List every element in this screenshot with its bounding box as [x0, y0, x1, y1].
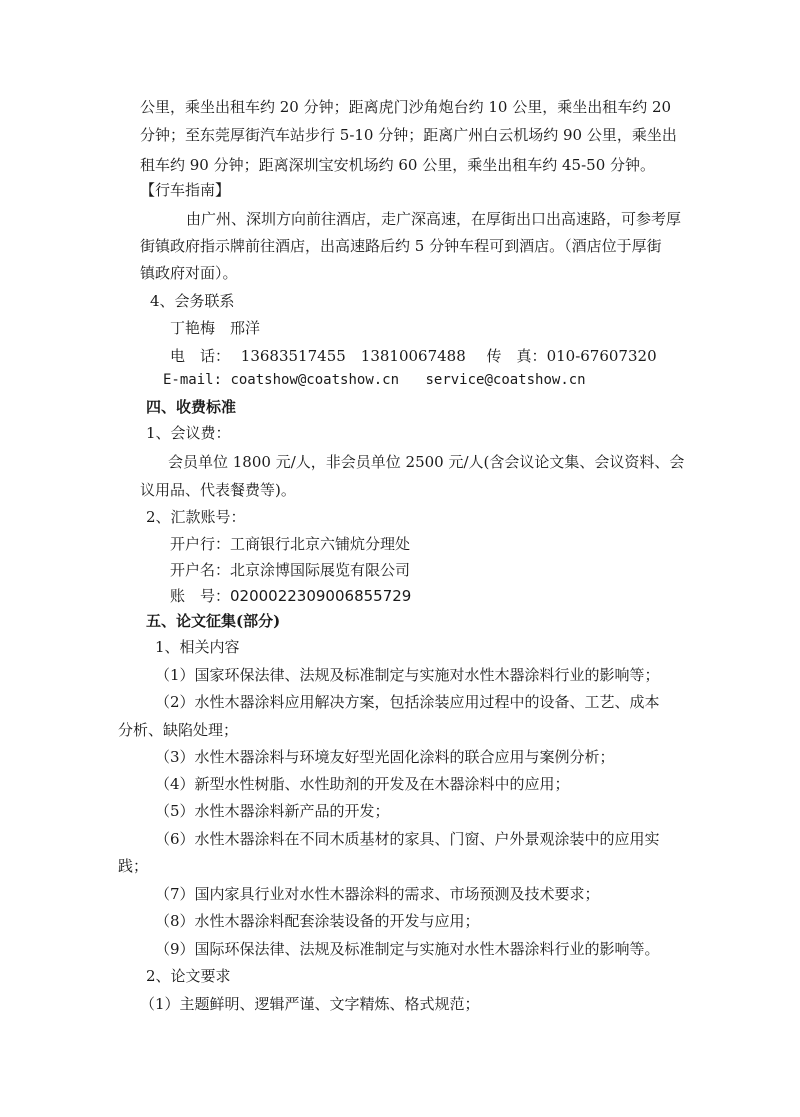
meeting-fee-heading: 1、会议费： [146, 424, 231, 442]
driving-guide-line-1: 由广州、深圳方向前往酒店，走广深高速，在厚街出口出高速路，可参考厚 [186, 210, 682, 228]
account-name: 开户名：北京涂博国际展览有限公司 [170, 561, 411, 579]
transport-line-1: 公里，乘坐出租车约 20 分钟；距离虎门沙角炮台约 10 公里，乘坐出租车约 20 [140, 98, 672, 116]
email-address-1: coatshow@coatshow.cn [230, 372, 400, 388]
fax-number: 010-67607320 [546, 347, 657, 365]
requirement-1: （1）主题鲜明、逻辑严谨、文字精炼、格式规范； [140, 995, 480, 1013]
fax-label: 传 真： [486, 347, 547, 365]
topic-8: （8）水性木器涂料配套涂装设备的开发与应用； [155, 912, 480, 930]
contact-names: 丁艳梅 邢洋 [170, 319, 261, 337]
topic-4: （4）新型水性树脂、水性助剂的开发及在木器涂料中的应用； [155, 775, 570, 793]
contact-phone-row [170, 346, 657, 366]
topic-5: （5）水性木器涂料新产品的开发； [155, 802, 390, 820]
topic-6-line-2: 践； [118, 857, 149, 875]
topic-2-line-2: 分析、缺陷处理； [118, 721, 239, 739]
email-label: E-mail: [163, 372, 223, 388]
topic-6-line-1: （6）水性木器涂料在不同木质基材的家具、门窗、户外景观涂装中的应用实 [155, 830, 660, 848]
driving-guide-heading: 【行车指南】 [140, 181, 231, 199]
topic-7: （7）国内家具行业对水性木器涂料的需求、市场预测及技术要求； [155, 885, 600, 903]
transport-line-3: 租车约 90 分钟；距离深圳宝安机场约 60 公里，乘坐出租车约 45-50 分钟。 [140, 156, 656, 174]
topics-heading: 1、相关内容 [155, 638, 240, 656]
phone-numbers: 13683517455 13810067488 [240, 347, 466, 365]
phone-label: 电 话： [170, 347, 231, 365]
driving-guide-line-2: 街镇政府指示牌前往酒店，出高速路后约 5 分钟车程可到酒店。（酒店位于厚街 [140, 237, 662, 255]
topic-1: （1）国家环保法律、法规及标准制定与实施对水性木器涂料行业的影响等； [155, 666, 660, 684]
meeting-fee-line-1: 会员单位 1800 元/人，非会员单位 2500 元/人(含会议论文集、会议资料、会 [168, 453, 685, 471]
transport-line-2: 分钟；至东莞厚街汽车站步行 5-10 分钟；距离广州白云机场约 90 公里，乘坐出 [140, 126, 677, 144]
meeting-fee-line-2: 议用品、代表餐费等)。 [140, 481, 296, 499]
topic-3: （3）水性木器涂料与环境友好型光固化涂料的联合应用与案例分析； [155, 748, 615, 766]
requirements-heading: 2、论文要求 [146, 967, 231, 985]
contact-email-row [163, 370, 586, 390]
email-address-2: service@coatshow.cn [425, 372, 586, 388]
account-heading: 2、汇款账号： [146, 508, 246, 526]
topic-9: （9）国际环保法律、法规及标准制定与实施对水性木器涂料行业的影响等。 [155, 940, 660, 958]
topic-2-line-1: （2）水性木器涂料应用解决方案，包括涂装应用过程中的设备、工艺、成本 [155, 693, 660, 711]
papers-heading: 五、论文征集(部分) [146, 612, 281, 630]
account-number: 账 号：0200022309006855729 [170, 587, 412, 605]
bank-name: 开户行：工商银行北京六铺炕分理处 [170, 535, 411, 553]
driving-guide-line-3: 镇政府对面）。 [140, 264, 238, 282]
contact-heading: 4、会务联系 [150, 292, 235, 310]
fees-heading: 四、收费标准 [146, 398, 237, 416]
